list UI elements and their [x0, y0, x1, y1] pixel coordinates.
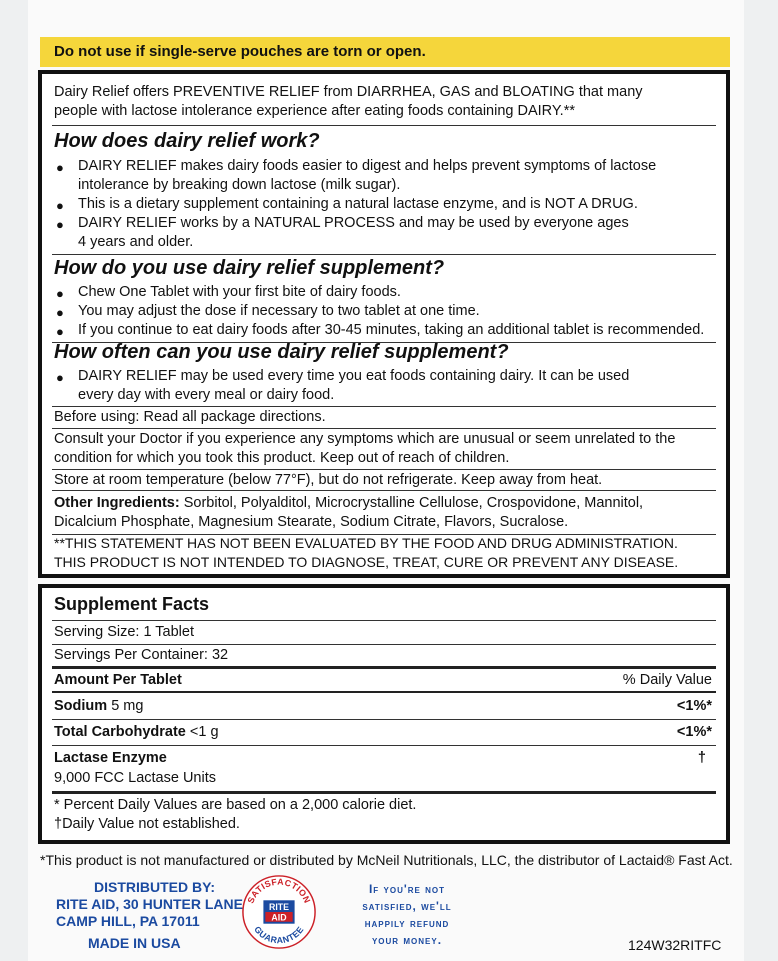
use-bullet-2: You may adjust the dose if necessary to two tablet at one time.	[78, 303, 480, 319]
serving-size: Serving Size: 1 Tablet	[54, 624, 194, 640]
work-bullet-2: This is a dietary supplement containing a natural lactase enzyme, and is NOT A DRUG.	[78, 196, 638, 212]
fact-amount: <1 g	[185, 724, 219, 740]
distributed-by: DISTRIBUTED BY:	[94, 879, 216, 895]
seal-brand-2: AID	[271, 912, 287, 923]
divider	[52, 490, 716, 491]
fact-name: Total Carbohydrate	[54, 724, 186, 740]
bullet-icon: ●	[56, 305, 64, 320]
product-code: 124W32RITFC	[628, 937, 722, 953]
made-in-usa: MADE IN USA	[88, 935, 181, 951]
fact-row-carbohydrate	[54, 723, 219, 742]
ingredients-line-1	[54, 494, 643, 513]
facts-footnote-2: †Daily Value not established.	[54, 816, 240, 832]
thick-divider	[52, 791, 716, 794]
work-bullet-3b: 4 years and older.	[78, 234, 194, 250]
facts-footnote-1: * Percent Daily Values are based on a 2,000 calorie diet.	[54, 797, 417, 813]
work-bullet-1a: DAIRY RELIEF makes dairy foods easier to digest and helps prevent symptoms of lactose	[78, 158, 657, 174]
distributor-address-2: CAMP HILL, PA 17011	[56, 913, 200, 929]
work-bullet-1b: intolerance by breaking down lactose (milk sugar).	[78, 177, 401, 193]
guarantee-line-3: happily refund	[364, 916, 450, 930]
divider	[52, 620, 716, 621]
divider	[52, 719, 716, 720]
often-bullet-1b: every day with every meal or dairy food.	[78, 387, 335, 403]
ingredients-label: Other Ingredients:	[54, 495, 180, 511]
divider	[52, 469, 716, 470]
before-using-text: Before using: Read all package directions.	[54, 409, 326, 425]
distributor-address-1: RITE AID, 30 HUNTER LANE	[56, 896, 243, 912]
bullet-icon: ●	[56, 160, 64, 175]
fact-name-lactase: Lactase Enzyme	[54, 750, 167, 766]
servings-per-container: Servings Per Container: 32	[54, 647, 229, 663]
bullet-icon: ●	[56, 370, 64, 385]
not-manufactured-note: *This product is not manufactured or distributed by McNeil Nutritionals, LLC, the distributor of Lactaid® Fast Act.	[40, 852, 733, 868]
disclaimer-line-1: **THIS STATEMENT HAS NOT BEEN EVALUATED BY THE FOOD AND DRUG ADMINISTRATION.	[54, 535, 678, 551]
heading-how-work: How does dairy relief work?	[54, 130, 320, 152]
disclaimer-line-2: THIS PRODUCT IS NOT INTENDED TO DIAGNOSE, TREAT, CURE OR PREVENT ANY DISEASE.	[54, 554, 679, 570]
use-bullet-1: Chew One Tablet with your first bite of dairy foods.	[78, 284, 401, 300]
seal-brand-1: RITE	[269, 902, 289, 913]
often-bullet-1a: DAIRY RELIEF may be used every time you eat foods containing dairy. It can be used	[78, 368, 630, 384]
thick-divider	[52, 691, 716, 693]
amount-header: Amount Per Tablet	[54, 672, 182, 688]
facts-title: Supplement Facts	[54, 594, 210, 614]
ingredients-list-1: Sorbitol, Polyalditol, Microcrystalline Cellulose, Crospovidone, Mannitol,	[179, 495, 644, 511]
fact-dv: <1%*	[676, 724, 712, 740]
fact-row-sodium	[54, 697, 143, 716]
dv-header: % Daily Value	[622, 672, 712, 688]
guarantee-text	[342, 881, 472, 949]
seal-bottom-text: GUARANTEE	[252, 924, 306, 946]
divider	[52, 406, 716, 407]
directions-box	[38, 70, 730, 578]
fact-name: Sodium	[54, 698, 108, 714]
guarantee-line-2: satisfied, we'll	[362, 899, 452, 913]
fact-dv: <1%*	[676, 698, 712, 714]
bullet-icon: ●	[56, 286, 64, 301]
bullet-icon: ●	[56, 198, 64, 213]
fact-dv: †	[697, 750, 706, 766]
consult-line-1: Consult your Doctor if you experience any symptoms which are unusual or seem unrelated to the	[54, 431, 676, 447]
intro-line-1: Dairy Relief offers PREVENTIVE RELIEF from DIARRHEA, GAS and BLOATING that many	[54, 84, 643, 100]
bullet-icon: ●	[56, 324, 64, 339]
storage-text: Store at room temperature (below 77°F), but do not refrigerate. Keep away from heat.	[54, 472, 603, 488]
satisfaction-guarantee-seal	[240, 873, 318, 951]
consult-line-2: condition for which you took this product. Keep out of reach of children.	[54, 450, 510, 466]
use-bullet-3: If you continue to eat dairy foods after 30-45 minutes, taking an additional tablet is recommended.	[78, 322, 705, 338]
divider	[52, 745, 716, 746]
divider	[52, 428, 716, 429]
work-bullet-3a: DAIRY RELIEF works by a NATURAL PROCESS and may be used by everyone ages	[78, 215, 629, 231]
intro-line-2: people with lactose intolerance experience after eating foods containing DAIRY.**	[54, 103, 575, 119]
fact-amount-lactase: 9,000 FCC Lactase Units	[54, 770, 216, 786]
ingredients-line-2: Dicalcium Phosphate, Magnesium Stearate, Sodium Citrate, Flavors, Sucralose.	[54, 514, 569, 530]
warning-bar: Do not use if single-serve pouches are torn or open.	[40, 37, 730, 67]
divider	[52, 644, 716, 645]
bullet-icon: ●	[56, 217, 64, 232]
guarantee-line-1: If you're not	[368, 882, 446, 896]
divider	[52, 254, 716, 255]
guarantee-line-4: your money.	[371, 933, 443, 947]
heading-how-often: How often can you use dairy relief supplement?	[54, 341, 509, 363]
heading-how-use: How do you use dairy relief supplement?	[54, 257, 445, 279]
divider	[52, 125, 716, 126]
supplement-facts-box	[38, 584, 730, 844]
fact-amount: 5 mg	[107, 698, 144, 714]
thick-divider	[52, 666, 716, 669]
seal-top-text: SATISFACTION	[245, 876, 313, 905]
